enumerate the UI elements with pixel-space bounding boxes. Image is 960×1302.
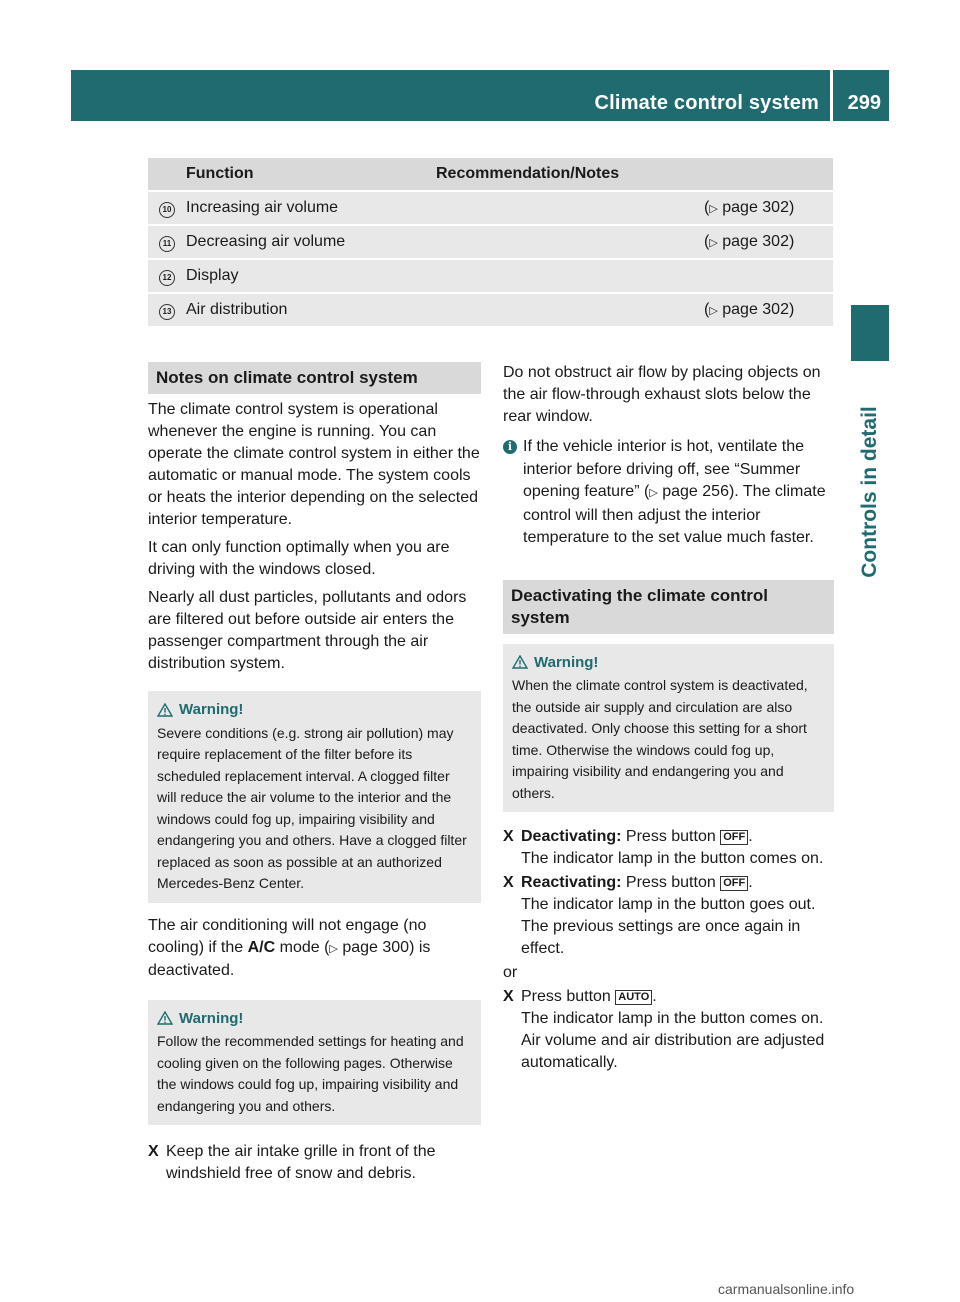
page-ref[interactable]: (▷ page 302)	[696, 294, 833, 326]
warning-title: Warning!	[179, 1009, 244, 1027]
paragraph: It can only function optimally when you are driving with the windows closed.	[148, 539, 450, 578]
warning-box	[148, 1000, 481, 1126]
warning-box	[148, 691, 481, 903]
arrow-icon: ▷	[709, 305, 718, 317]
warning-box	[503, 644, 834, 813]
table-row	[148, 260, 833, 292]
arrow-icon: ▷	[709, 203, 718, 215]
bullet-x-icon: X	[503, 874, 514, 891]
table-row	[148, 192, 833, 224]
table-header-row	[148, 158, 833, 190]
page-number: 299	[847, 92, 881, 114]
notes-cell	[436, 260, 696, 292]
warning-icon	[157, 703, 173, 717]
page-ref[interactable]: (▷ page 302)	[696, 226, 833, 258]
function-cell: Increasing air volume	[186, 192, 436, 224]
ac-mode-label: A/C	[247, 938, 276, 956]
info-icon: i	[503, 440, 517, 454]
warning-text: Severe conditions (e.g. strong air pollution) may require replacement of the filter before its scheduled replacement interval. A clogged filter will reduce the air volume to the interior and the windows could fog up, impairing visibility and endangering you and others. Have a clogged filter replaced as soon as possible at an authorized Mercedes-Benz Center.	[157, 724, 467, 891]
arrow-icon: ▷	[709, 237, 718, 249]
section-heading: Notes on climate control system	[148, 362, 481, 394]
page-ref-empty	[696, 260, 833, 292]
header-title: Climate control system	[594, 92, 819, 114]
bullet-x-icon: X	[503, 988, 514, 1005]
function-table	[148, 156, 833, 328]
warning-icon	[157, 1011, 173, 1025]
function-cell: Air distribution	[186, 294, 436, 326]
info-note: i If the vehicle interior is hot, ventilate the interior before driving off, see “Summer opening feature” (▷ page 256). The climate control will then adjust the interior temperature to the set value much faster.	[503, 436, 834, 550]
list-item: X Keep the air intake grille in front of the windshield free of snow and debris.	[148, 1141, 481, 1185]
section-heading: Deactivating the climate control system	[503, 580, 834, 634]
arrow-icon: ▷	[649, 487, 658, 499]
paragraph: Do not obstruct air flow by placing objects on the air flow-through exhaust slots below the rear window.	[503, 364, 821, 425]
arrow-icon: ▷	[329, 942, 338, 955]
item-number: 10	[159, 202, 175, 218]
off-button-icon: OFF	[720, 876, 748, 891]
paragraph: The climate control system is operational whenever the engine is running. You can operate the climate control system in either the automatic or manual mode. The system cools or heats the interior depending on the selected interior temperature.	[148, 401, 480, 528]
page-header	[71, 70, 889, 121]
bullet-x-icon: X	[503, 828, 514, 845]
list-item: X Deactivating: Press button OFF . The indicator lamp in the button comes on.	[503, 826, 834, 870]
bullet-x-icon: X	[148, 1143, 159, 1160]
right-column	[503, 362, 834, 1074]
side-tab-marker	[851, 305, 889, 361]
warning-title: Warning!	[534, 653, 599, 671]
left-column	[148, 362, 481, 1185]
function-cell: Display	[186, 260, 436, 292]
notes-cell	[436, 192, 696, 224]
column-header-function: Function	[186, 158, 436, 190]
warning-icon	[512, 655, 528, 669]
function-cell: Decreasing air volume	[186, 226, 436, 258]
item-number: 13	[159, 304, 175, 320]
column-header-notes: Recommendation/Notes	[436, 158, 696, 190]
table-row	[148, 294, 833, 326]
notes-cell	[436, 294, 696, 326]
header-separator	[830, 70, 833, 121]
list-item: X Press button AUTO . The indicator lamp in the button comes on. Air volume and air distribution are adjusted automatically.	[503, 986, 834, 1074]
watermark: carmanualsonline.info	[718, 1281, 855, 1297]
warning-title: Warning!	[179, 701, 244, 718]
warning-text: Follow the recommended settings for heating and cooling given on the following pages. Otherwise the windows could fog up, impairing visibility and endangering you and others.	[157, 1033, 464, 1114]
paragraph: Nearly all dust particles, pollutants and odors are filtered out before outside air enters the passenger compartment through the air distribution system.	[148, 589, 467, 672]
table-row	[148, 226, 833, 258]
side-tab	[852, 372, 888, 612]
warning-text: When the climate control system is deactivated, the outside air supply and circulation are also deactivated. Only choose this setting for a short time. Otherwise the windows could fog up, impairing visibility and endangering you and others.	[512, 677, 808, 801]
list-item: X Reactivating: Press button OFF . The indicator lamp in the button goes out. The previous settings are once again in effect.	[503, 872, 834, 960]
off-button-icon: OFF	[720, 830, 748, 845]
side-tab-label: Controls in detail	[858, 406, 882, 578]
page-ref[interactable]: (▷ page 302)	[696, 192, 833, 224]
item-number: 11	[159, 236, 175, 252]
auto-button-icon: AUTO	[615, 990, 652, 1005]
paragraph: or	[503, 964, 518, 981]
item-number: 12	[159, 270, 175, 286]
notes-cell	[436, 226, 696, 258]
paragraph: The air conditioning will not engage (no cooling) if the A/C mode (▷ page 300) is deactivated.	[148, 916, 431, 979]
